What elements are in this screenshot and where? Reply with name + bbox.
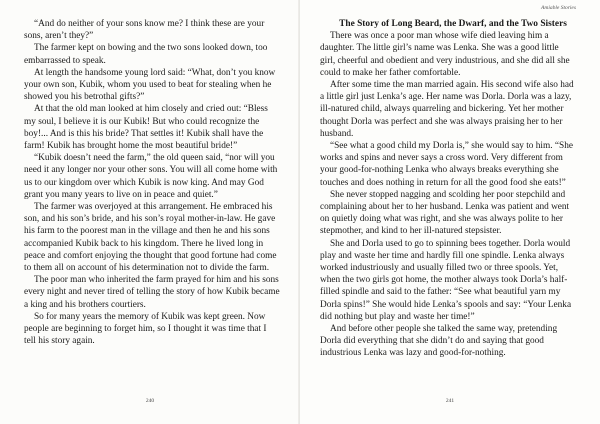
right-page-text <box>320 18 576 360</box>
paragraph: “See what a good child my Dorla is,” she would say to him. “She works and spins and never says a cross word. Very different from your good-for-nothing Lenka who always breaks everything she touches and does nothing in return for all the good food she eats!” <box>320 141 573 188</box>
paragraph: “And do neither of your sons know me? I think these are your sons, aren’t they?” <box>24 19 265 42</box>
left-page-text <box>24 18 280 347</box>
paragraph: The farmer was overjoyed at this arrangement. He embraced his son, and his son’s bride, and his son’s royal mother-in-law. He gave his farm to the poorest man in the village and then he and his sons accompanied Kubik back to his kingdom. There he lived long in peace and comfort enjoying the thought that good fortune had come to them all on account of his determination not to divide the farm. <box>24 202 277 274</box>
page-number-right: 241 <box>445 398 455 404</box>
paragraph: And before other people she talked the same way, pretending Dorla did everything that she didn’t do and saying that good industrious Lenka was lazy and good-for-nothing. <box>320 324 558 359</box>
paragraph: The poor man who inherited the farm prayed for him and his sons every night and never tired of telling the story of how Kubik became a king and his brothers courtiers. <box>24 275 280 310</box>
paragraph: There was once a poor man whose wife died leaving him a daughter. The little girl’s name was Lenka. She was a good little girl, cheerful and obedient and very industrious, and she did all she could to make her father comfortable. <box>320 31 570 78</box>
paragraph: The farmer kept on bowing and the two sons looked down, too embarrassed to speak. <box>24 43 268 66</box>
paragraph: She and Dorla used to go to spinning bees together. Dorla would play and waste her time and hardly fill one spindle. Lenka always worked industriously and usually filled two or three spools. Yet, when the two girls got home, the mother always took Dorla’s half-filled spindle and said to the father: “See what beautiful yarn my Dorla spins!” She would hide Lenka’s spools and say: “Your Lenka did nothing but play and waste her time!” <box>320 238 572 322</box>
story-title: The Story of Long Beard, the Dwarf, and the Two Sisters <box>339 19 567 29</box>
right-page <box>300 0 600 424</box>
paragraph: “Kubik doesn’t need the farm,” the old queen said, “nor will you need it any longer nor your other sons. You will all come home with us to our kingdom over which Kubik is now king. And may God grant you many years to live on in peace and quiet.” <box>24 153 278 200</box>
paragraph: At that the old man looked at him closely and cried out: “Bless my soul, I believe it is our Kubik! But who could recognize the boy!... And is this his bride? That settles it! Kubik shall have the farm! Kubik has brought home the most beautiful bride!” <box>24 104 268 152</box>
paragraph: After some time the man married again. His second wife also had a little girl just Lenka’s age. Her name was Dorla. Dorla was a lazy, ill-natured child, always quarreling and bickering. Yet her mother thought Dorla was perfect and she was always praising her to her husband. <box>320 80 574 139</box>
paragraph: At length the handsome young lord said: “What, don’t you know your own son, Kubik, whom you used to beat for stealing when he showed you his betrothal gifts?” <box>24 67 276 103</box>
page-number-left: 240 <box>145 398 155 404</box>
paragraph: So for many years the memory of Kubik was kept green. Now people are beginning to forget him, so I thought it was time that I tell his story again. <box>24 311 267 347</box>
paragraph: She never stopped nagging and scolding her poor stepchild and complaining about her to her husband. Lenka was patient and went on quietly doing what was right, and she was always polite to her stepmother, and kind to her ill-natured stepsister. <box>320 189 570 237</box>
running-head: Amiable Stories <box>541 5 576 11</box>
